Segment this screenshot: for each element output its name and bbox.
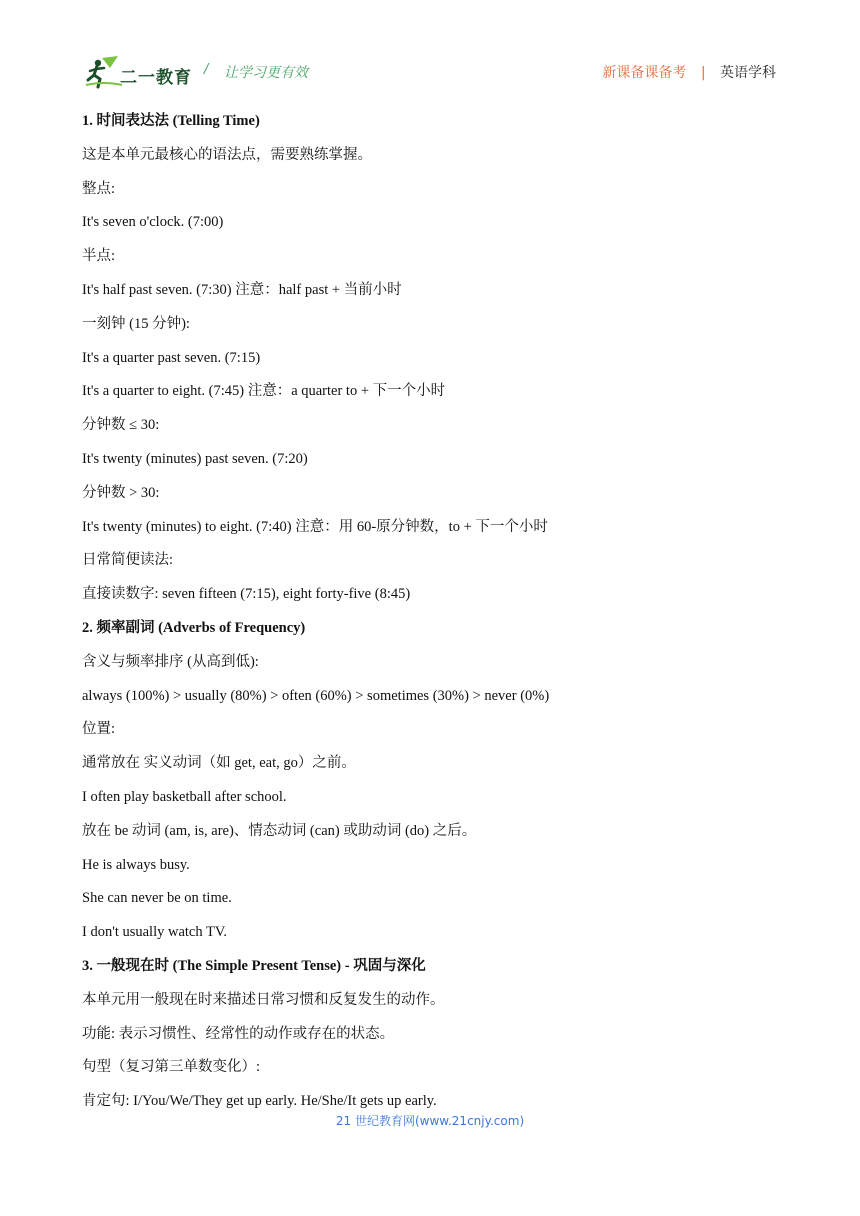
section-heading: 2. 频率副词 (Adverbs of Frequency) bbox=[82, 619, 306, 636]
text-line: 日常简便读法: bbox=[82, 552, 174, 569]
text-line: It's a quarter past seven. (7:15) bbox=[82, 349, 261, 366]
text-line: 功能: 表示习惯性、经常性的动作或存在的状态。 bbox=[82, 1025, 395, 1042]
text-line: She can never be on time. bbox=[82, 890, 232, 907]
page-footer: 21 世纪教育网(www.21cnjy.com) bbox=[335, 1114, 525, 1128]
brand-logo bbox=[84, 54, 192, 90]
text-line: I don't usually watch TV. bbox=[82, 924, 228, 941]
header-right bbox=[602, 62, 776, 82]
text-line: I often play basketball after school. bbox=[82, 788, 287, 805]
text-line: It's seven o'clock. (7:00) bbox=[82, 214, 224, 231]
text-line: 直接读数字: seven fifteen (7:15), eight forty-five (8:45) bbox=[82, 586, 411, 603]
text-line: It's twenty (minutes) past seven. (7:20) bbox=[82, 450, 308, 467]
text-line: It's twenty (minutes) to eight. (7:40) 注意：用 60-原分钟数，to + 下一个小时 bbox=[82, 518, 548, 535]
text-line: 本单元用一般现在时来描述日常习惯和反复发生的动作。 bbox=[82, 991, 445, 1008]
text-line: 位置: bbox=[82, 721, 116, 738]
text-line: He is always busy. bbox=[82, 856, 190, 873]
running-man-icon bbox=[84, 54, 124, 90]
tagline-separator: / bbox=[204, 62, 209, 77]
text-line: 整点: bbox=[82, 180, 116, 197]
subject-label: 英语学科 bbox=[720, 65, 776, 81]
text-line: It's a quarter to eight. (7:45) 注意：a quarter to + 下一个小时 bbox=[82, 383, 446, 400]
text-line: It's half past seven. (7:30) 注意：half past + 当前小时 bbox=[82, 281, 402, 298]
section-heading: 3. 一般现在时 (The Simple Present Tense) - 巩固与深化 bbox=[82, 957, 426, 974]
text-line: 含义与频率排序 (从高到低): bbox=[82, 653, 259, 670]
text-line: 放在 be 动词 (am, is, are)、情态动词 (can) 或助动词 (do) 之后。 bbox=[82, 822, 477, 839]
brand-name: 二一教育 bbox=[120, 68, 192, 88]
section-heading: 1. 时间表达法 (Telling Time) bbox=[82, 113, 260, 129]
course-label: 新课备课备考 bbox=[602, 65, 687, 81]
tagline: 让学习更有效 bbox=[224, 65, 308, 81]
page-header bbox=[84, 54, 776, 90]
text-line: 一刻钟 (15 分钟): bbox=[82, 315, 190, 332]
text-line: 肯定句: I/You/We/They get up early. He/She/It gets up early. bbox=[82, 1093, 437, 1110]
text-line: 半点: bbox=[82, 248, 116, 265]
text-line: 通常放在 实义动词（如 get, eat, go）之前。 bbox=[82, 755, 356, 772]
text-line: 分钟数 > 30: bbox=[82, 484, 160, 501]
text-line: 句型（复习第三单数变化）: bbox=[82, 1059, 261, 1076]
text-line: 分钟数 ≤ 30: bbox=[82, 417, 160, 434]
document-body bbox=[82, 109, 782, 1123]
text-line: 这是本单元最核心的语法点，需要熟练掌握。 bbox=[82, 146, 372, 163]
header-divider: | bbox=[700, 65, 706, 81]
text-line: always (100%) > usually (80%) > often (60%) > sometimes (30%) > never (0%) bbox=[82, 687, 550, 704]
